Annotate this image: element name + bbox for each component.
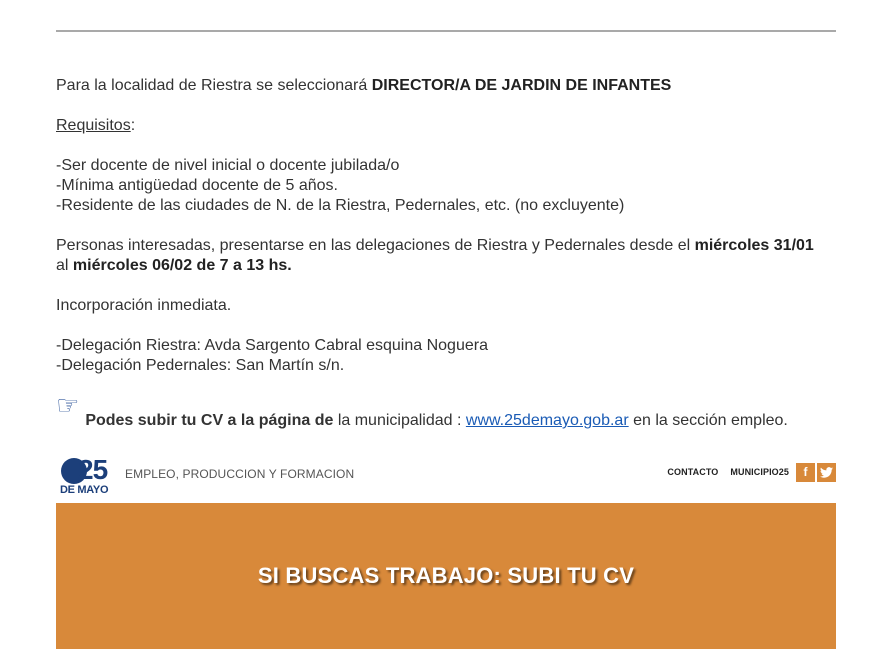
requirements-label: Requisitos: [56, 117, 131, 134]
pointing-hand-icon: ☞: [56, 391, 80, 421]
job-post-body: [56, 76, 856, 376]
position-title: DIRECTOR/A DE JARDIN DE INFANTES: [371, 77, 672, 94]
date-to: miércoles 06/02 de 7 a 13 hs.: [72, 257, 292, 274]
incorporation-text: Incorporación inmediata.: [56, 297, 232, 314]
delegation-item: -Delegación Pedernales: San Martín s/n.: [56, 357, 345, 374]
top-divider: [56, 30, 836, 32]
date-from: miércoles 31/01: [694, 237, 814, 254]
twitter-bird-icon: [820, 467, 833, 478]
requirement-item: -Ser docente de nivel inicial o docente jubilada/o: [56, 157, 400, 174]
requirements-heading: Requisitos:: [56, 117, 136, 134]
banner-text: SI BUSCAS TRABAJO: SUBI TU CV: [257, 563, 635, 588]
nav-municipio25[interactable]: MUNICIPIO25: [730, 467, 789, 477]
section-title: EMPLEO, PRODUCCION Y FORMACION: [125, 467, 355, 481]
intro-paragraph: Para la localidad de Riestra se seleccionará DIRECTOR/A DE JARDIN DE INFANTES: [56, 77, 672, 94]
twitter-icon[interactable]: [817, 463, 836, 482]
requirement-item: -Mínima antigüedad docente de 5 años.: [56, 177, 338, 194]
delegation-item: -Delegación Riestra: Avda Sargento Cabral esquina Noguera: [56, 337, 488, 354]
logo-number: 25: [78, 454, 108, 485]
nav-contacto[interactable]: CONTACTO: [667, 467, 719, 477]
cv-banner[interactable]: [56, 503, 836, 649]
facebook-icon[interactable]: f: [796, 463, 815, 482]
cv-upload-line: ☞ Podes subir tu CV a la página de la municipalidad : www.25demayo.gob.ar en la sección empleo.: [56, 391, 788, 429]
logo[interactable]: [58, 454, 118, 496]
header-nav: [667, 462, 836, 482]
site-header: [56, 452, 836, 500]
logo-text: DE MAYO: [60, 484, 109, 496]
schedule-paragraph: Personas interesadas, presentarse en las delegaciones de Riestra y Pedernales desde el miércoles 31/01 al miércoles 06/02 de 7 a 13 hs.: [56, 237, 814, 274]
municipality-link[interactable]: www.25demayo.gob.ar: [465, 412, 629, 429]
cv-bold-text: Podes subir tu CV a la página de: [85, 412, 334, 429]
requirement-item: -Residente de las ciudades de N. de la Riestra, Pedernales, etc. (no excluyente): [56, 197, 625, 214]
